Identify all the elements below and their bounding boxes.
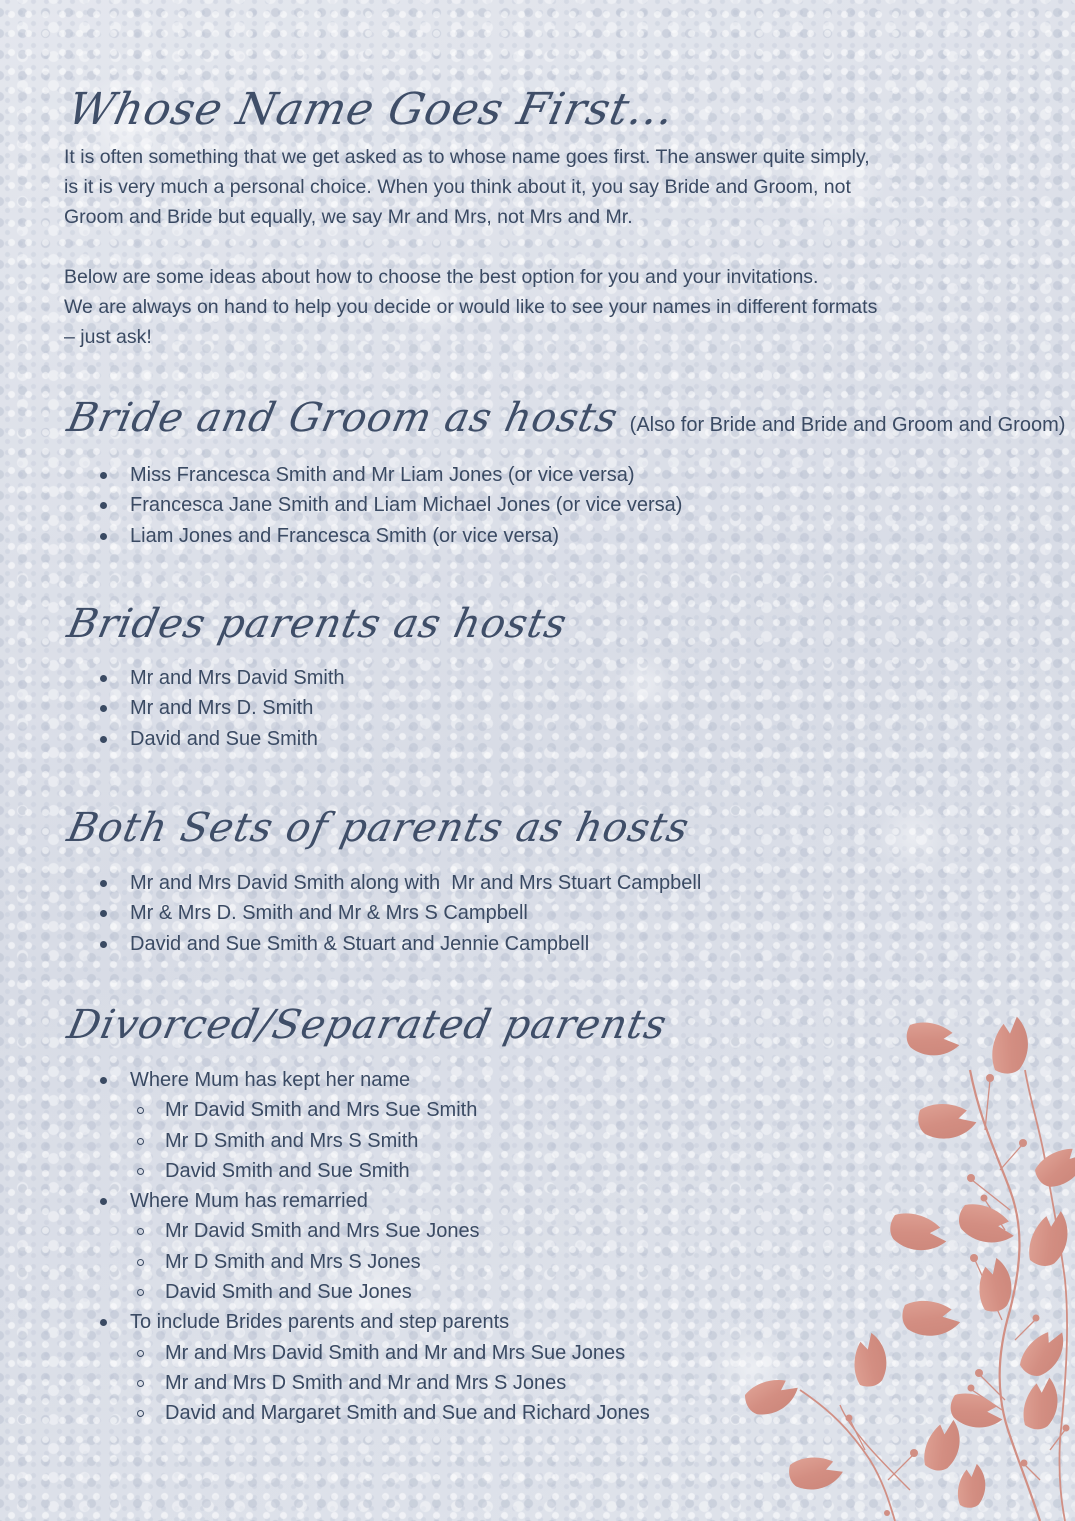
sub-list xyxy=(100,1095,650,1186)
list-group-label: Where Mum has remarried xyxy=(130,1190,368,1213)
sub-list-item xyxy=(100,1368,650,1398)
list-item-text: Francesca Jane Smith and Liam Michael Jones (or vice versa) xyxy=(130,494,683,517)
both-parents-list xyxy=(100,868,701,959)
circle-bullet-icon xyxy=(137,1228,144,1235)
section-heading-text: Both Sets of parents as hosts xyxy=(63,805,694,851)
list-group xyxy=(100,1065,650,1186)
circle-bullet-icon xyxy=(137,1380,144,1387)
sub-list-item xyxy=(100,1398,650,1428)
list-item xyxy=(100,929,701,959)
intro-paragraph xyxy=(64,142,1024,232)
circle-bullet-icon xyxy=(137,1350,144,1357)
bullet-icon xyxy=(100,705,107,712)
bullet-icon xyxy=(100,502,107,509)
sub-list-item-text: David Smith and Sue Smith xyxy=(165,1159,410,1182)
sub-list-item xyxy=(100,1156,650,1186)
bullet-icon xyxy=(100,1077,107,1084)
list-item-text: Mr and Mrs David Smith along with Mr and Mrs Stuart Campbell xyxy=(130,872,702,894)
list-group xyxy=(100,1307,650,1428)
sub-list-item xyxy=(100,1095,650,1125)
list-item-text: Mr & Mrs D. Smith and Mr & Mrs S Campbell xyxy=(130,902,528,925)
sub-list-item xyxy=(100,1126,650,1156)
list-item-text: Mr and Mrs David Smith xyxy=(130,667,345,689)
bullet-icon xyxy=(100,472,107,479)
ideas-line: – just ask! xyxy=(64,326,152,348)
ideas-line: Below are some ideas about how to choose the best option for you and your invitations. xyxy=(64,266,819,288)
page-title-text: Whose Name Goes First... xyxy=(63,84,680,135)
section-heading-bride-groom xyxy=(63,395,1072,441)
section-heading-text: Divorced/Separated parents xyxy=(63,1002,672,1048)
list-group xyxy=(100,1186,650,1307)
sub-list-item-text: David and Margaret Smith and Sue and Richard Jones xyxy=(165,1402,650,1425)
bride-groom-list xyxy=(100,460,682,551)
list-item xyxy=(100,460,682,490)
section-subheading: (Also for Bride and Bride and Groom and Groom) xyxy=(629,414,1066,436)
bullet-icon xyxy=(100,533,107,540)
circle-bullet-icon xyxy=(137,1107,144,1114)
ideas-line: We are always on hand to help you decide or would like to see your names in different formats xyxy=(64,296,878,318)
list-item-text: David and Sue Smith & Stuart and Jennie Campbell xyxy=(130,932,590,955)
sub-list-item-text: Mr David Smith and Mrs Sue Jones xyxy=(165,1220,480,1243)
section-heading-both-parents xyxy=(63,805,694,851)
section-heading-text: Brides parents as hosts xyxy=(63,601,572,647)
list-item-text: Miss Francesca Smith and Mr Liam Jones (or vice versa) xyxy=(130,464,635,486)
ideas-paragraph xyxy=(64,262,1024,352)
sub-list-item-text: Mr and Mrs David Smith and Mr and Mrs Sue Jones xyxy=(165,1341,626,1364)
sub-list-item xyxy=(100,1247,650,1277)
bullet-icon xyxy=(100,675,107,682)
bullet-icon xyxy=(100,880,107,887)
list-group-label: Where Mum has kept her name xyxy=(130,1069,411,1091)
intro-line: It is often something that we get asked as to whose name goes first. The answer quite simply, xyxy=(64,146,870,168)
circle-bullet-icon xyxy=(137,1168,144,1175)
list-item xyxy=(100,898,701,928)
bullet-icon xyxy=(100,736,107,743)
section-heading-divorced xyxy=(63,1002,672,1048)
circle-bullet-icon xyxy=(137,1289,144,1296)
sub-list-item xyxy=(100,1216,650,1246)
divorced-parents-list xyxy=(100,1065,650,1429)
sub-list-item xyxy=(100,1338,650,1368)
list-item xyxy=(100,868,701,898)
list-item xyxy=(100,490,682,520)
sub-list-item-text: Mr and Mrs D Smith and Mr and Mrs S Jones xyxy=(165,1371,567,1394)
bullet-icon xyxy=(100,941,107,948)
list-item-text: Liam Jones and Francesca Smith (or vice versa) xyxy=(130,524,560,547)
bullet-icon xyxy=(100,1198,107,1205)
section-heading-text: Bride and Groom as hosts xyxy=(63,395,623,441)
intro-line: Groom and Bride but equally, we say Mr and Mrs, not Mrs and Mr. xyxy=(64,206,633,228)
sub-list xyxy=(100,1216,650,1307)
rose-gold-leaf-vine-icon xyxy=(740,1010,1075,1521)
sub-list-item-text: David Smith and Sue Jones xyxy=(165,1281,412,1304)
sub-list-item-text: Mr D Smith and Mrs S Smith xyxy=(165,1129,419,1152)
list-item xyxy=(100,693,345,723)
list-group-label: To include Brides parents and step parents xyxy=(130,1311,510,1334)
list-item-text: David and Sue Smith xyxy=(130,727,318,750)
list-item xyxy=(100,663,345,693)
sub-list xyxy=(100,1338,650,1429)
circle-bullet-icon xyxy=(137,1410,144,1417)
brides-parents-list xyxy=(100,663,345,754)
bullet-icon xyxy=(100,1319,107,1326)
list-item xyxy=(100,521,682,551)
sub-list-item-text: Mr D Smith and Mrs S Jones xyxy=(165,1250,421,1273)
list-item xyxy=(100,724,345,754)
section-heading-brides-parents xyxy=(63,601,572,647)
page-title xyxy=(63,84,680,135)
bullet-icon xyxy=(100,910,107,917)
intro-line: is it is very much a personal choice. When you think about it, you say Bride and Groom, not xyxy=(64,176,851,198)
circle-bullet-icon xyxy=(137,1259,144,1266)
sub-list-item xyxy=(100,1277,650,1307)
circle-bullet-icon xyxy=(137,1138,144,1145)
list-item-text: Mr and Mrs D. Smith xyxy=(130,697,314,720)
sub-list-item-text: Mr David Smith and Mrs Sue Smith xyxy=(165,1099,478,1122)
